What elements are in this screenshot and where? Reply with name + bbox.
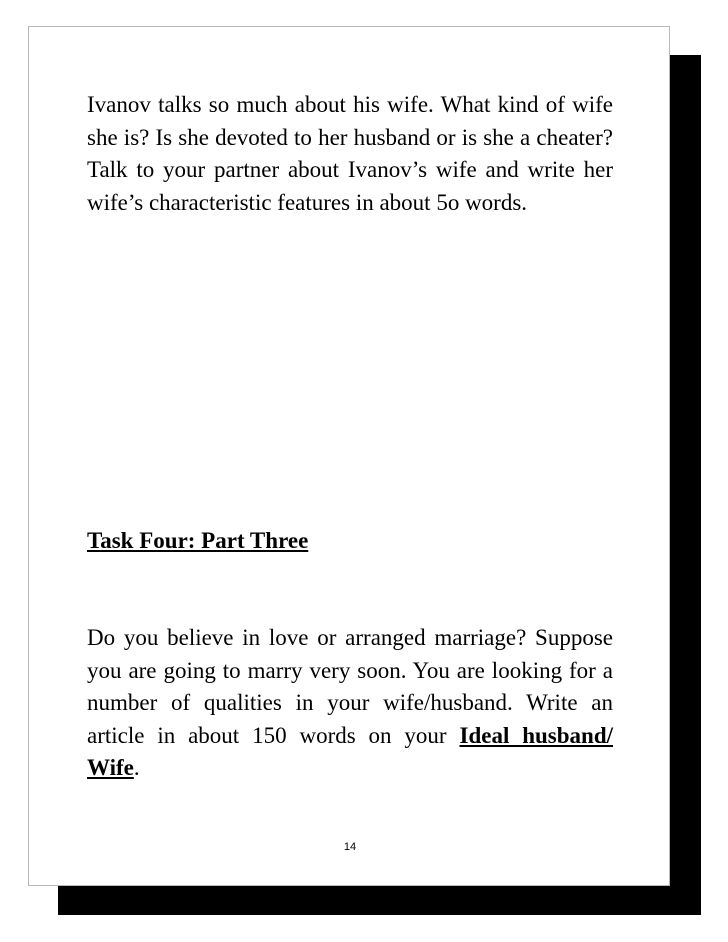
- task-paragraph: Ivanov talks so much about his wife. What kind of wife she is? Is she devoted to her husband or is she a cheater? Talk to your partner about Ivanov’s wife and write her wife’s characteristic features in about 5o words.: [87, 92, 613, 215]
- article-prompt-paragraph: [87, 622, 613, 785]
- article-prompt-text: Do you believe in love or arranged marriage? Suppose you are going to marry very soon. You are looking for a number of qualities in your wife/husband. Write an article in about 150 words on your: [87, 625, 613, 748]
- article-prompt-end: .: [133, 755, 140, 780]
- page-number: 14: [343, 841, 357, 853]
- task-heading: Task Four: Part Three: [87, 528, 309, 553]
- document-page: [28, 26, 670, 886]
- ideal-emphasis: Ideal husband/ Wife: [87, 722, 614, 780]
